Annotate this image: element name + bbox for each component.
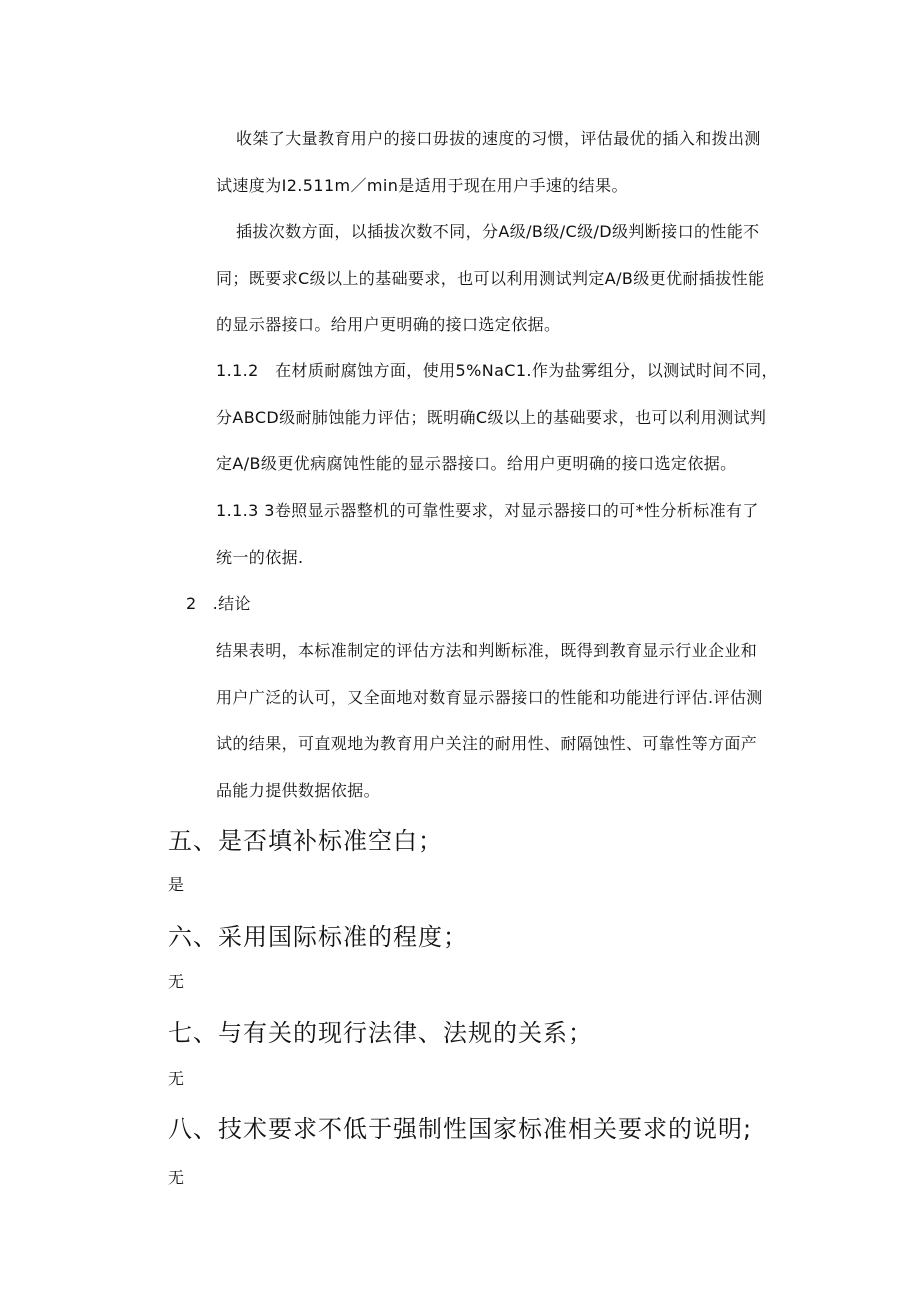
heading-section-7: 七、与有关的现行法律、法规的关系； <box>168 1019 593 1047</box>
answer-section-6: 无 <box>168 972 185 991</box>
text-line: 收桀了大量教育用户的接口毋拔的速度的习惯，评估最优的插入和拨出测 <box>236 129 761 148</box>
paragraph-reliability <box>216 488 786 581</box>
paragraph-corrosion <box>216 348 786 488</box>
heading-section-8: 八、技术要求不低于强制性国家标准相关要求的说明; <box>168 1115 753 1143</box>
text-line: 分ABCD级耐肺蚀能力评估；既明确C级以上的基础要求，也可以利用测试判 <box>216 407 767 427</box>
text-line: 试速度为I2.511m／min是适用于现在用户手速的结果。 <box>216 175 628 195</box>
section-number: 2 <box>186 594 197 613</box>
section-heading-conclusion <box>186 581 251 628</box>
section-title: .结论 <box>212 594 251 613</box>
heading-section-6: 六、采用国际标准的程度； <box>168 923 468 951</box>
text-line: 定A/B级更优病腐饨性能的显示器接口。给用户更明确的接口选定依据。 <box>216 454 737 473</box>
text-line: 1.1.2 在材质耐腐蚀方面，使用5%NaC1.作为盐雾组分，以测试时间不同， <box>216 361 778 380</box>
answer-section-5: 是 <box>168 875 185 894</box>
text-line: 品能力提供数据依据。 <box>216 780 381 800</box>
text-line: 1.1.3 3卷照显示器整机的可靠性要求，对显示器接口的可*性分析标准有了 <box>216 501 759 520</box>
text-line: 试的结果，可直观地为教育用户关注的耐用性、耐隔蚀性、可靠性等方面产 <box>216 734 758 753</box>
paragraph-insertion-count <box>216 209 786 349</box>
paragraph-insertion-speed <box>216 116 786 209</box>
text-line: 同；既要求C级以上的基础要求，也可以利用测试判定A/B级更优耐插拔性能 <box>216 268 765 288</box>
paragraph-conclusion <box>216 628 786 814</box>
heading-section-5: 五、是否填补标准空白； <box>168 827 443 855</box>
text-line: 统一的依据. <box>216 547 304 567</box>
text-line: 用户广泛的认可，又全面地对数育显示器接口的性能和功能进行评估.评估测 <box>216 687 763 707</box>
text-line: 结果表明，本标准制定的评估方法和判断标准，既得到教育显示行业企业和 <box>216 641 758 660</box>
answer-section-8: 无 <box>168 1168 185 1187</box>
text-line: 插拔次数方面，以插拔次数不同，分A级/B级/C级/D级判断接口的性能不 <box>236 222 760 241</box>
text-line: 的显示器接口。给用户更明确的接口选定依据。 <box>216 315 561 334</box>
answer-section-7: 无 <box>168 1069 185 1088</box>
